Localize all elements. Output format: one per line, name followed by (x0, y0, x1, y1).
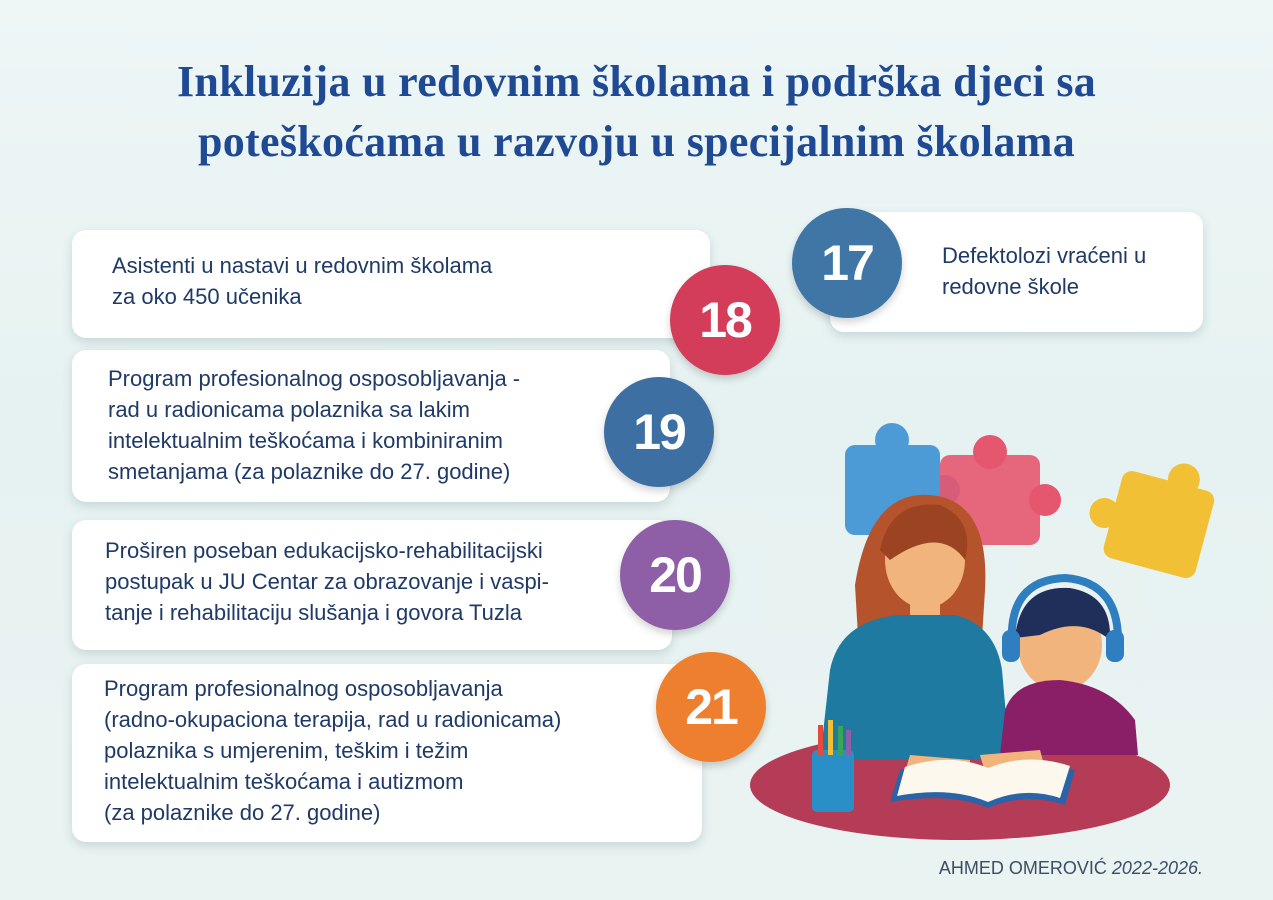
number-badge-20: 20 (620, 520, 730, 630)
child-figure (980, 578, 1138, 772)
number-badge-19: 19 (604, 377, 714, 487)
footer-years: 2022-2026. (1111, 858, 1203, 878)
title-line-1: Inkluzija u redovnim školama i podrška djeci sa (176, 57, 1097, 106)
puzzle-yellow-icon (1079, 443, 1222, 581)
item-text-19: Program profesionalnog osposobljavanja - rad u radionicama polaznika sa lakim intelektualnim teškoćama i kombiniranim smetanjama (za polaznike do 27. godine) (108, 366, 521, 484)
number-badge-18: 18 (670, 265, 780, 375)
footer-author: AHMED OMEROVIĆ (938, 858, 1107, 878)
footer-credit (939, 858, 1203, 879)
item-text-18: Asistenti u nastavi u redovnim školama za oko 450 učenika (112, 253, 493, 309)
number-badge-17: 17 (792, 208, 902, 318)
item-text-17: Defektolozi vraćeni u redovne škole (942, 243, 1147, 299)
teacher-child-illustration (740, 410, 1240, 850)
item-text-20: Proširen poseban edukacijsko-rehabilitacijski postupak u JU Centar za obrazovanje i vaspi- tanje i rehabilitaciju slušanja i govora Tuzla (105, 538, 549, 625)
title-line-2: poteškoćama u razvoju u specijalnim školama (197, 117, 1076, 166)
number-badge-21: 21 (656, 652, 766, 762)
page-title (0, 52, 1273, 172)
item-text-21: Program profesionalnog osposobljavanja (radno-okupaciona terapija, rad u radionicama) polaznika s umjerenim, teškim i težim intelektualnim teškoćama i autizmom (za polaznike do 27. godine) (104, 676, 562, 825)
pencil-cup-icon (812, 720, 854, 812)
